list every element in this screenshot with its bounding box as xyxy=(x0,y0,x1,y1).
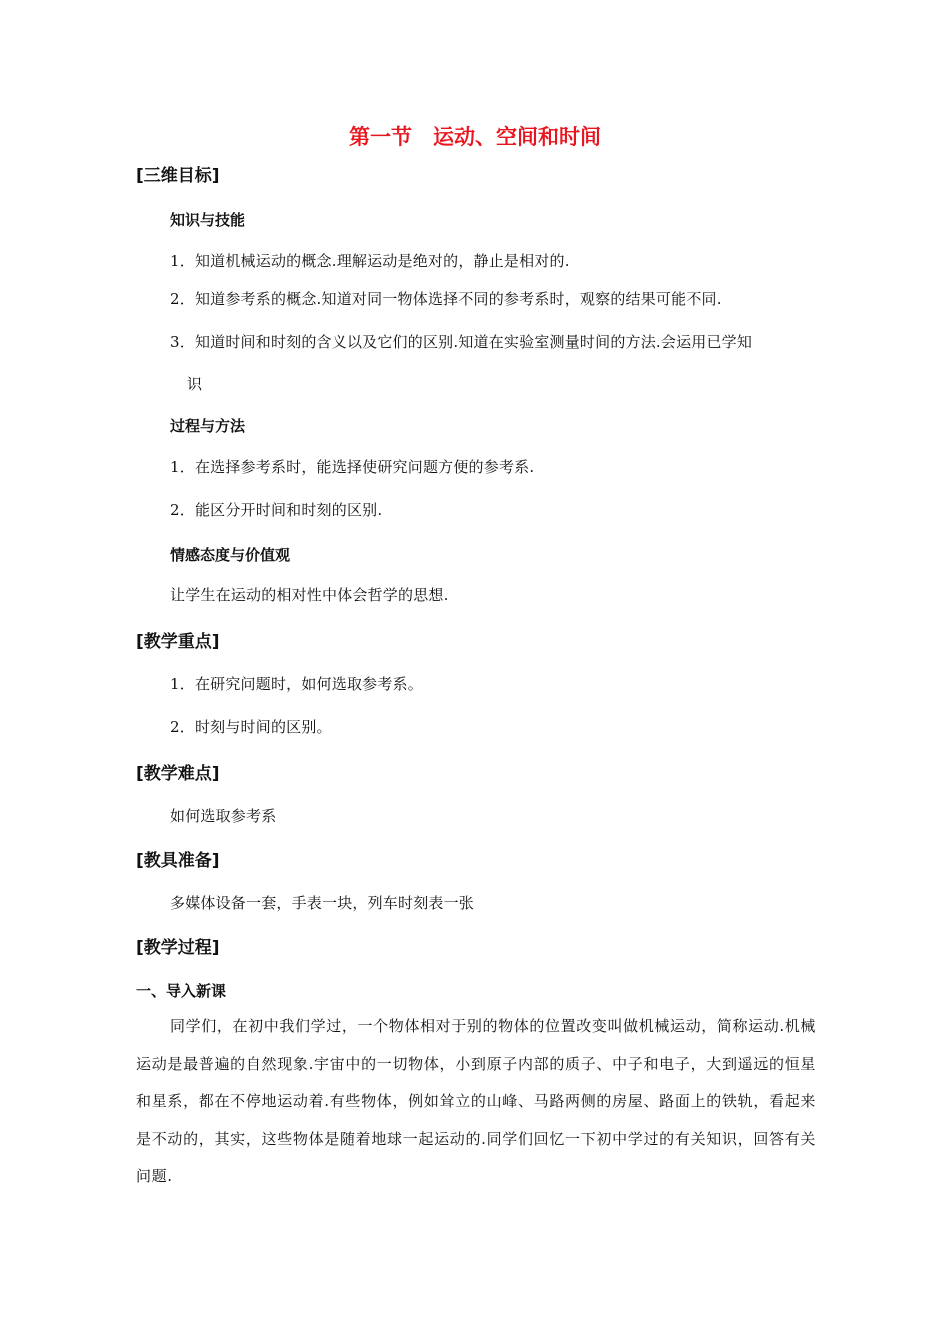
materials-heading: [教具准备] xyxy=(136,851,220,871)
intro-heading: 一、导入新课 xyxy=(136,982,227,1000)
process-item: 2．能区分开时间和时刻的区别. xyxy=(170,501,383,519)
process-item: 1．在选择参考系时，能选择使研究问题方便的参考系. xyxy=(170,458,535,476)
page-title: 第一节 运动、空间和时间 xyxy=(349,125,601,149)
knowledge-item-continued: 识 xyxy=(187,375,203,393)
key-point-item: 1．在研究问题时，如何选取参考系。 xyxy=(170,675,423,693)
attitude-heading: 情感态度与价值观 xyxy=(170,546,291,564)
process-heading: 过程与方法 xyxy=(170,417,246,435)
attitude-text: 让学生在运动的相对性中体会哲学的思想. xyxy=(170,586,449,604)
intro-paragraph: 同学们，在初中我们学过，一个物体相对于别的物体的位置改变叫做机械运动，简称运动.机械运动是最普遍的自然现象.宇宙中的一切物体，小到原子内部的质子、中子和电子，大到遥远的恒星和星系，都在不停地运动着.有些物体，例如耸立的山峰、马路两侧的房屋、路面上的铁轨，看起来是不动的，其实，这些物体是随着地球一起运动的.同学们回忆一下初中学过的有关知识，回答有关问题. xyxy=(136,1017,816,1185)
knowledge-item: 3．知道时间和时刻的含义以及它们的区别.知道在实验室测量时间的方法.会运用已学知 xyxy=(170,333,753,351)
knowledge-heading: 知识与技能 xyxy=(170,211,246,229)
objectives-heading: [三维目标] xyxy=(136,166,220,186)
teaching-process-heading: [教学过程] xyxy=(136,938,220,958)
knowledge-item: 2．知道参考系的概念.知道对同一物体选择不同的参考系时，观察的结果可能不同. xyxy=(170,290,722,308)
difficulties-heading: [教学难点] xyxy=(136,764,220,784)
difficulties-text: 如何选取参考系 xyxy=(170,807,277,825)
key-point-item: 2．时刻与时间的区别。 xyxy=(170,718,332,736)
key-points-heading: [教学重点] xyxy=(136,632,220,652)
materials-text: 多媒体设备一套，手表一块，列车时刻表一张 xyxy=(170,894,475,912)
knowledge-item: 1．知道机械运动的概念.理解运动是绝对的，静止是相对的. xyxy=(170,252,570,270)
